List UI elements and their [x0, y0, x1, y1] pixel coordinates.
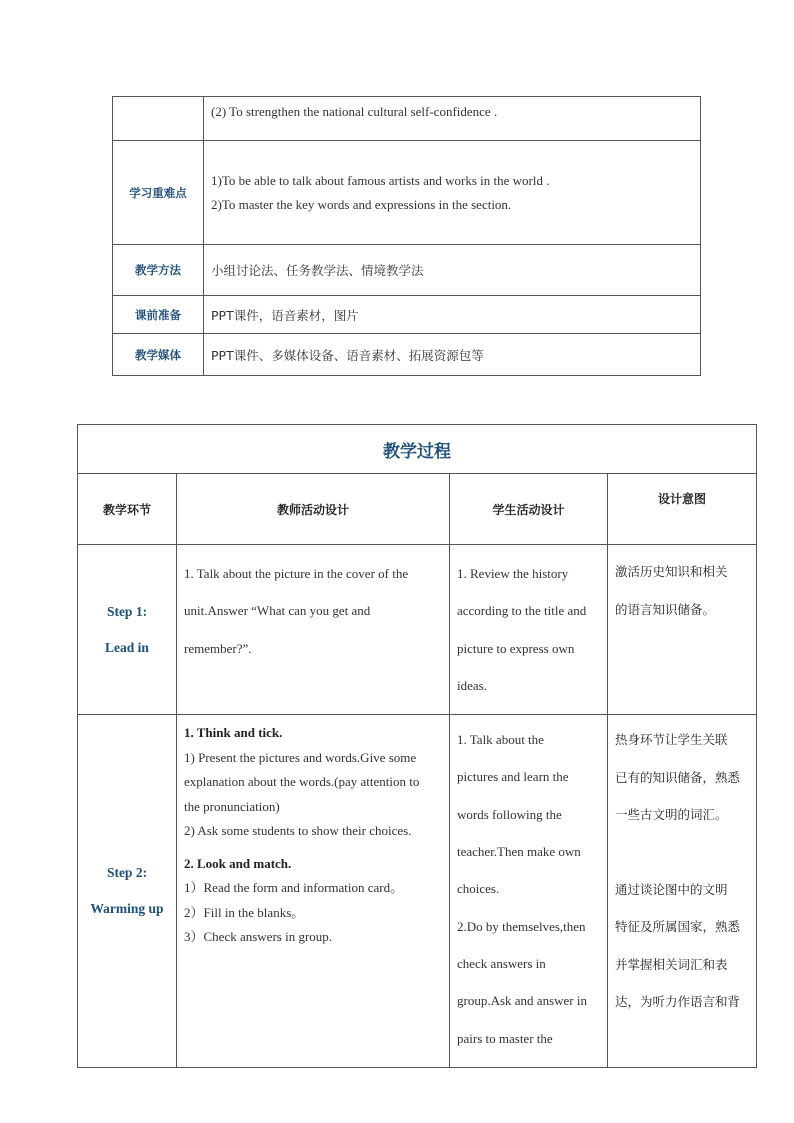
- student-line: pairs to master the: [457, 1030, 553, 1046]
- teacher-line: 1. Talk about the picture in the cover of the: [184, 566, 409, 581]
- step1-cell: [78, 545, 177, 715]
- process-title: 教学过程: [78, 425, 757, 474]
- step2-intent: [608, 715, 757, 1068]
- method-label: 教学方法: [113, 245, 204, 296]
- step2-cell: [78, 715, 177, 1068]
- teacher-line: 2）Fill in the blanks。: [184, 904, 305, 920]
- step2-name: Step 2:: [106, 865, 148, 881]
- prep-value: PPT课件，语音素材，图片: [204, 296, 701, 334]
- student-line: check answers in: [457, 955, 546, 971]
- step1-student: [450, 545, 608, 715]
- prep-label: 课前准备: [113, 296, 204, 334]
- student-line: teacher.Then make own: [457, 844, 581, 860]
- teacher-line: unit.Answer “What can you get and: [184, 603, 371, 619]
- key-points-cell: [204, 141, 701, 245]
- step1-intent: [608, 545, 757, 715]
- intent-line: 的语言知识储备。: [615, 601, 716, 617]
- student-line: 2.Do by themselves,then: [457, 918, 586, 934]
- student-line: according to the title and: [457, 603, 587, 619]
- student-line: words following the: [457, 806, 562, 822]
- step1-teacher: [177, 545, 450, 715]
- student-line: choices.: [457, 881, 500, 897]
- objective-line: (2) To strengthen the national cultural self-confidence .: [211, 104, 498, 119]
- step1-name: Step 1:: [106, 603, 148, 619]
- header-intent: 设计意图: [608, 474, 757, 545]
- intent-line: 热身环节让学生关联: [615, 732, 728, 748]
- key-points-label: 学习重难点: [113, 141, 204, 245]
- teacher-line: the pronunciation): [184, 798, 280, 814]
- intent-line: 已有的知识储备，熟悉: [615, 769, 741, 785]
- step2-student: [450, 715, 608, 1068]
- step1-phase: Lead in: [105, 639, 149, 655]
- student-line: ideas.: [457, 677, 487, 693]
- intent-line: 激活历史知识和相关: [615, 564, 728, 579]
- intent-line: 并掌握相关词汇和表: [615, 956, 728, 972]
- student-line: group.Ask and answer in: [457, 993, 587, 1009]
- teacher-line: 3）Check answers in group.: [184, 929, 333, 945]
- header-phase: 教学环节: [78, 474, 177, 545]
- teacher-line: 1) Present the pictures and words.Give some: [184, 749, 417, 765]
- teacher-line: explanation about the words.(pay attention to: [184, 774, 420, 790]
- student-line: 1. Review the history: [457, 566, 569, 581]
- student-line: picture to express own: [457, 640, 575, 656]
- course-info-table: [112, 96, 701, 376]
- header-teacher: 教师活动设计: [177, 474, 450, 545]
- intent-line: 特征及所属国家，熟悉: [615, 919, 741, 935]
- teacher-heading: 1. Think and tick.: [184, 725, 283, 741]
- teaching-process-table: [77, 424, 757, 1068]
- media-value: PPT课件、多媒体设备、语音素材、拓展资源包等: [204, 334, 701, 376]
- intent-line: 一些古文明的词汇。: [615, 807, 728, 823]
- header-student: 学生活动设计: [450, 474, 608, 545]
- row-label-empty: [113, 97, 204, 141]
- method-value: 小组讨论法、任务教学法、情境教学法: [204, 245, 701, 296]
- key-point-line: 1)To be able to talk about famous artists and works in the world .: [211, 172, 550, 188]
- student-line: 1. Talk about the: [457, 732, 544, 748]
- student-line: pictures and learn the: [457, 769, 569, 785]
- step2-teacher: [177, 715, 450, 1068]
- key-point-line: 2)To master the key words and expressions in the section.: [211, 196, 512, 212]
- step2-phase: Warming up: [90, 901, 164, 917]
- teacher-heading: 2. Look and match.: [184, 855, 292, 871]
- intent-line: 达，为听力作语言和背: [615, 994, 741, 1010]
- intent-line: 通过谈论图中的文明: [615, 881, 728, 897]
- teacher-line: remember?”.: [184, 640, 252, 656]
- teacher-line: 2) Ask some students to show their choices.: [184, 823, 412, 839]
- objective-cell: [204, 97, 701, 141]
- teacher-line: 1）Read the form and information card。: [184, 880, 404, 896]
- media-label: 教学媒体: [113, 334, 204, 376]
